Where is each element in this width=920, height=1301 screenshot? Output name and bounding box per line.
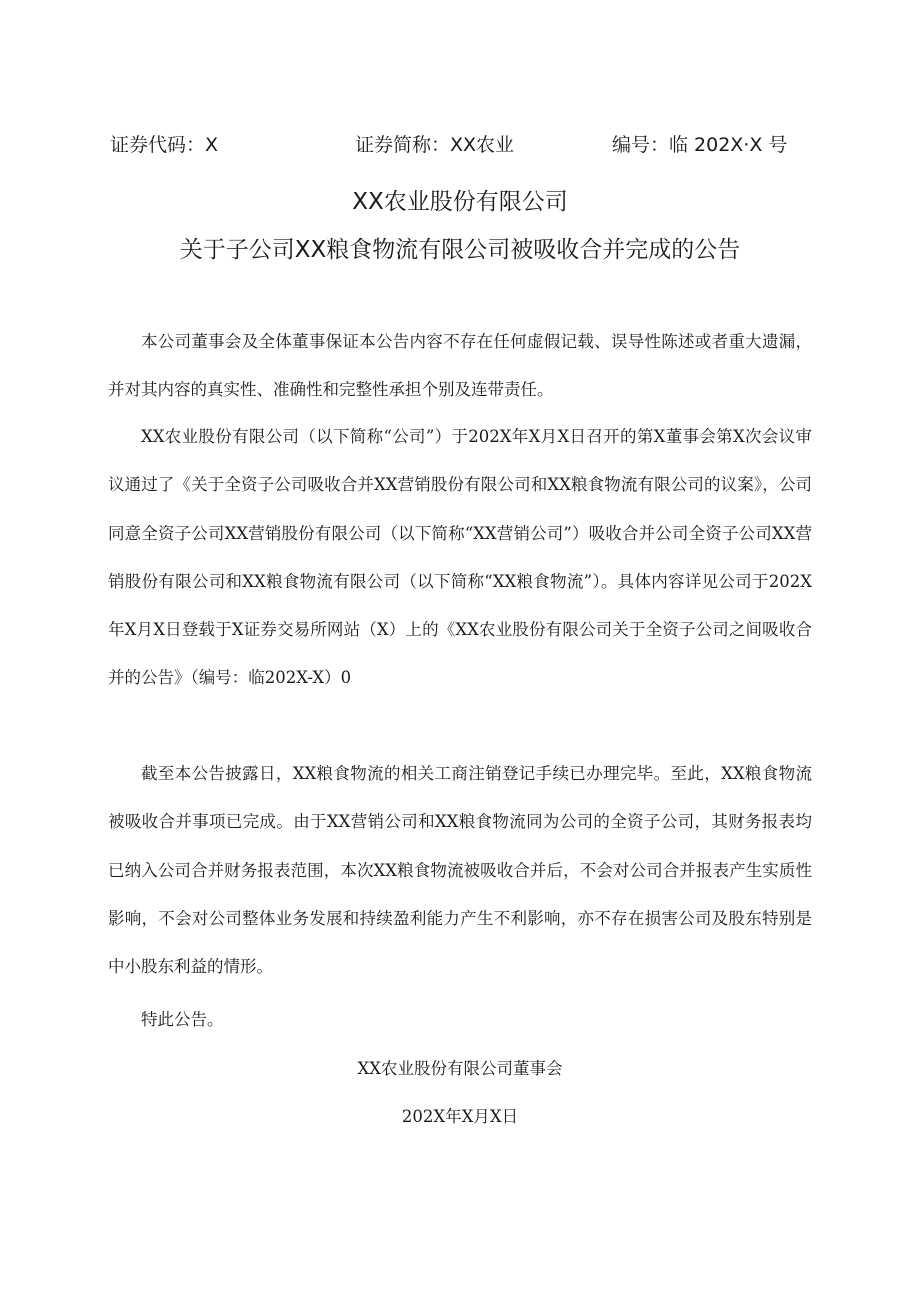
completion-paragraph: 截至本公告披露日，XX粮食物流的相关工商注销登记手续已办理完毕。至此，XX粮食物流被吸收合并事项已完成。由于XX营销公司和XX粮食物流同为公司的全资子公司，其财务报表均已纳入公司合并财务报表范围，本次XX粮食物流被吸收合并后，不会对公司合并报表产生实质性影响，不会对公司整体业务发展和持续盈利能力产生不利影响，亦不存在损害公司及股东特别是中小股东利益的情形。 [108, 764, 812, 977]
header-line [110, 130, 810, 160]
disclaimer-paragraph: 本公司董事会及全体董事保证本公告内容不存在任何虚假记载、误导性陈述或者重大遗漏，并对其内容的真实性、准确性和完整性承担个别及连带责任。 [108, 332, 812, 400]
company-title: XX农业股份有限公司 [352, 189, 568, 215]
closing-paragraph: 特此公告。 [141, 1010, 224, 1029]
signature-date: 202X年X月X日 [401, 1107, 519, 1126]
background-paragraph: XX农业股份有限公司（以下简称“公司”）于202X年X月X日召开的第X董事会第X次会议审议通过了《关于全资子公司吸收合并XX营销股份有限公司和XX粮食物流有限公司的议案》，公司同意全资子公司XX营销股份有限公司（以下简称“XX营销公司”）吸收合并公司全资子公司XX营销股份有限公司和XX粮食物流有限公司（以下简称“XX粮食物流”）。具体内容详见公司于202X年X月X日登载于X证券交易所网站（X）上的《XX农业股份有限公司关于全资子公司之间吸收合并的公告》（编号：临202X-X）0 [108, 427, 812, 688]
announcement-title: 关于子公司XX粮食物流有限公司被吸收合并完成的公告 [179, 237, 741, 263]
serial-number: 编号：临 202X·X 号 [612, 134, 788, 156]
signature-company: XX农业股份有限公司董事会 [357, 1059, 563, 1078]
security-name: 证券简称：XX农业 [355, 134, 515, 156]
security-code: 证券代码：X [110, 134, 219, 156]
